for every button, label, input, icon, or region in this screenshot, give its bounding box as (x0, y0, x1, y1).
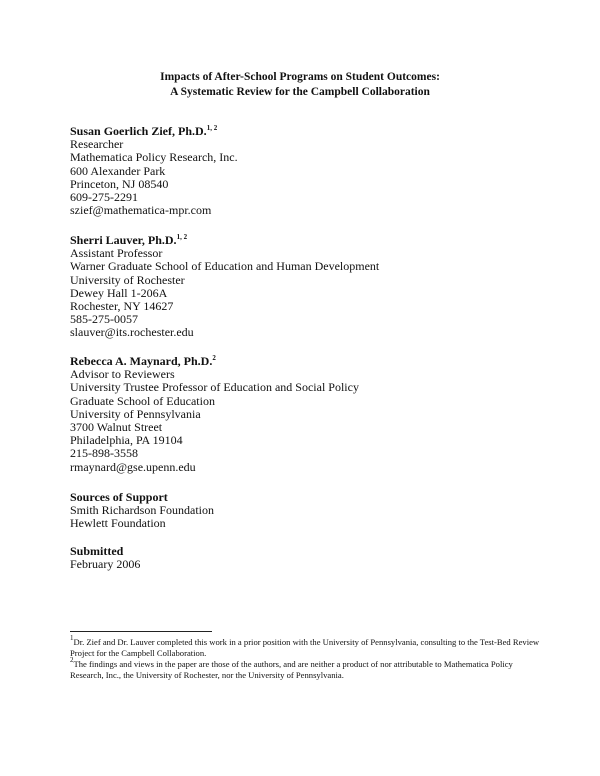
author-phone: 215-898-3558 (70, 446, 138, 461)
submitted-date: February 2006 (70, 557, 141, 572)
author-email: szief@mathematica-mpr.com (70, 203, 212, 218)
footnote-mark: 2 (70, 656, 74, 664)
author-name: Susan Goerlich Zief, Ph.D.$^{1, 2}$ (70, 124, 218, 138)
support-section (70, 491, 214, 531)
author-name: Sherri Lauver, Ph.D.$^{1, 2}$ (70, 233, 188, 247)
author-title: Assistant Professor (70, 246, 163, 261)
author-name: Rebecca A. Maynard, Ph.D.$^2$ (70, 354, 216, 368)
author-block-lauver (70, 234, 379, 340)
footnote-1 (70, 634, 540, 659)
title-line-1: Impacts of After-School Programs on Student Outcomes: (160, 71, 440, 83)
author-city: Rochester, NY 14627 (70, 299, 174, 314)
author-phone: 585-275-0057 (70, 312, 138, 327)
author-title: Advisor to Reviewers (70, 367, 175, 382)
author-footnote-mark: 2 (212, 354, 216, 362)
author-email: slauver@its.rochester.edu (70, 325, 194, 340)
support-item: Hewlett Foundation (70, 516, 166, 531)
title-line-2: A Systematic Review for the Campbell Collaboration (170, 86, 430, 98)
document-title (0, 70, 600, 100)
author-block-zief (70, 125, 238, 217)
author-street: 3700 Walnut Street (70, 420, 163, 435)
author-footnote-mark: 1, 2 (206, 124, 218, 132)
footnote-mark: 1 (70, 634, 74, 642)
author-footnote-mark: 1, 2 (176, 233, 188, 241)
author-position: University Trustee Professor of Education and Social Policy (70, 380, 359, 395)
footnote-divider (70, 631, 212, 632)
footnote-text: Dr. Zief and Dr. Lauver completed this work in a prior position with the University of Pennsylvania, consulting to the Test-Bed Review Project for the Campbell Collaboration. (70, 637, 540, 658)
author-title: Researcher (70, 137, 124, 152)
author-phone: 609-275-2291 (70, 190, 138, 205)
author-organization: University of Pennsylvania (70, 406, 201, 421)
support-heading: Sources of Support (70, 490, 168, 504)
author-city: Princeton, NJ 08540 (70, 176, 169, 191)
author-email: rmaynard@gse.upenn.edu (70, 459, 196, 474)
footnote-2 (70, 656, 540, 681)
author-department: Graduate School of Education (70, 393, 215, 408)
author-organization: Mathematica Policy Research, Inc. (70, 150, 238, 165)
author-street: 600 Alexander Park (70, 163, 166, 178)
author-office: Dewey Hall 1-206A (70, 285, 168, 300)
author-organization: University of Rochester (70, 272, 185, 287)
submitted-heading: Submitted (70, 544, 124, 558)
author-block-maynard (70, 355, 359, 474)
author-department: Warner Graduate School of Education and Human Development (70, 259, 380, 274)
submitted-section (70, 545, 140, 571)
support-item: Smith Richardson Foundation (70, 503, 214, 518)
author-city: Philadelphia, PA 19104 (70, 433, 183, 448)
footnote-text: The findings and views in the paper are those of the authors, and are neither a product of nor attributable to Mathematica Policy Research, Inc., the University of Rochester, nor the University of Pennsylvania. (70, 659, 513, 680)
